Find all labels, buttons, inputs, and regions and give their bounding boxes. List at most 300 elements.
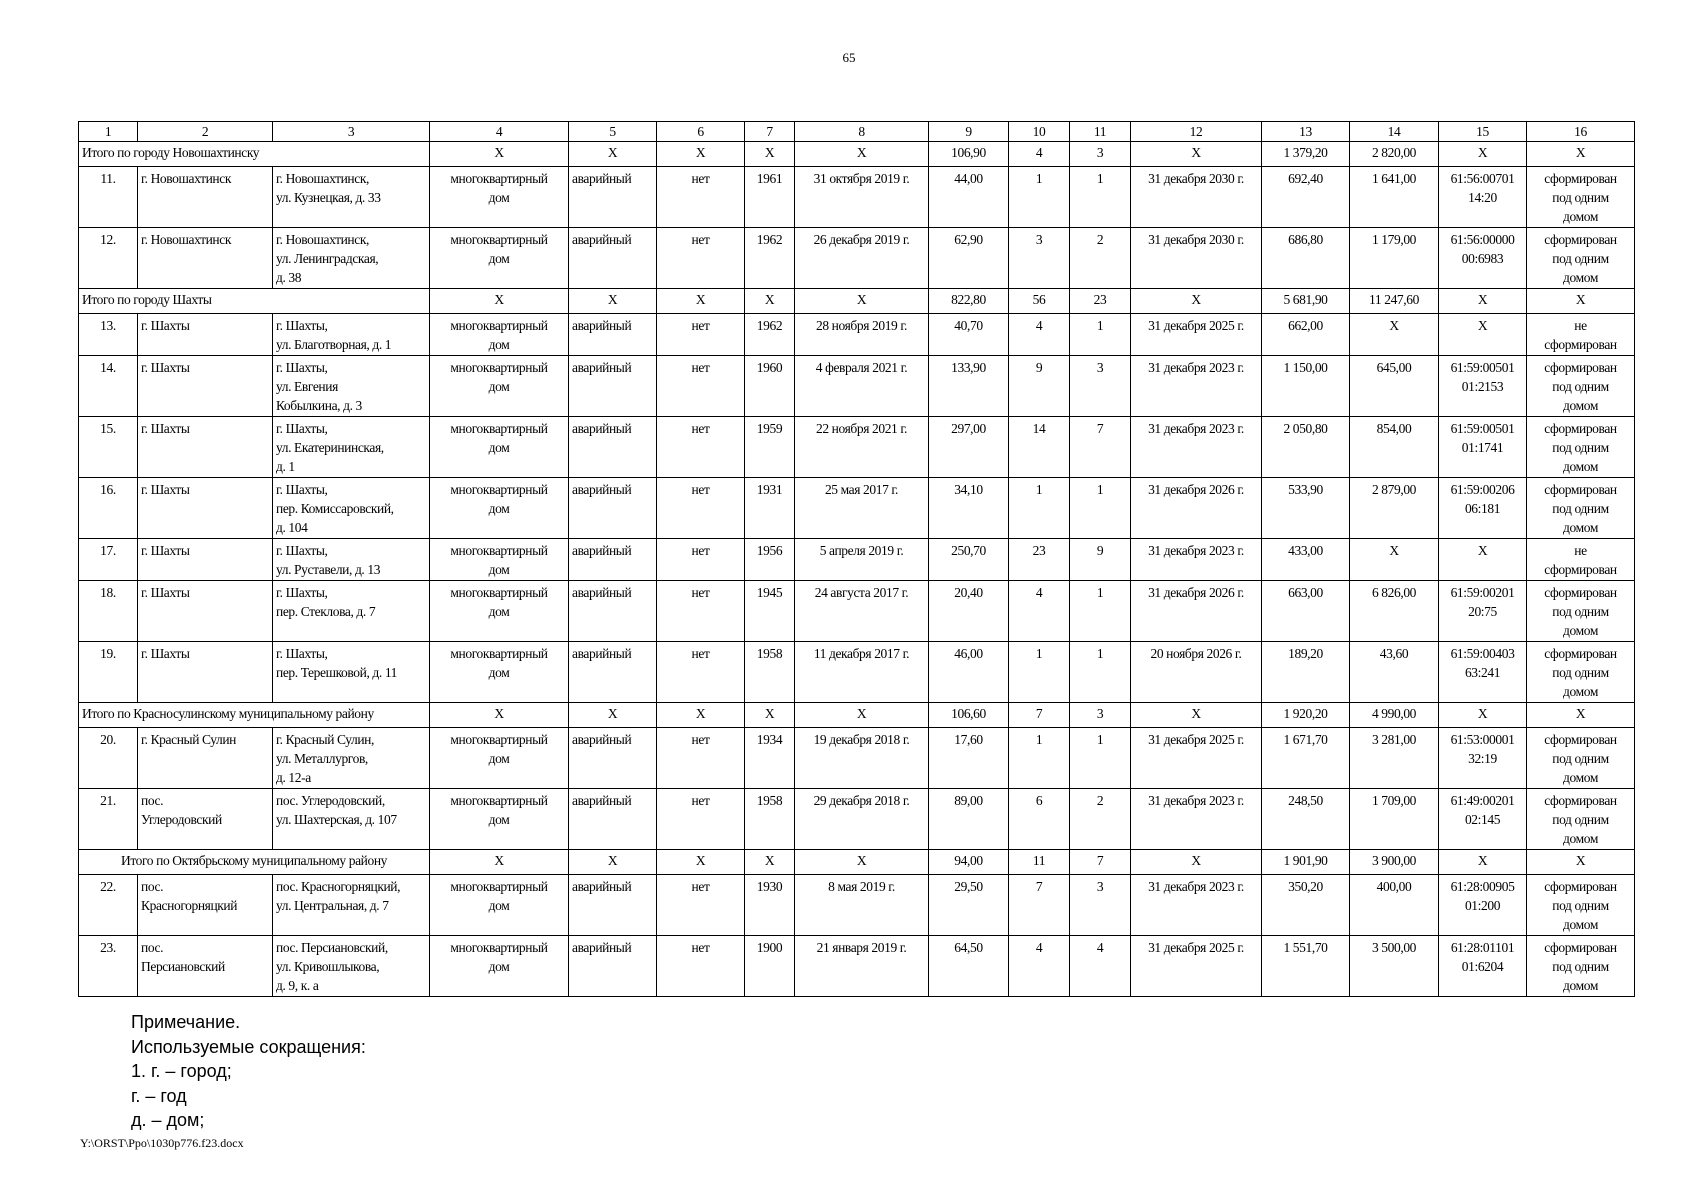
table-cell: 31 декабря 2030 г. (1131, 167, 1262, 228)
table-cell: 61:59:00501 01:1741 (1439, 417, 1527, 478)
table-cell: многоквартирный дом (430, 728, 569, 789)
table-cell: 5 апреля 2019 г. (795, 539, 929, 581)
table-cell: X (795, 142, 929, 167)
table-cell: 6 826,00 (1350, 581, 1439, 642)
table-cell: 106,60 (929, 703, 1009, 728)
table-cell: нет (657, 314, 745, 356)
column-number: 11 (1070, 122, 1131, 142)
table-cell: 2 879,00 (1350, 478, 1439, 539)
table-cell: 9 (1070, 539, 1131, 581)
table-cell: многоквартирный дом (430, 642, 569, 703)
table-row (79, 728, 1635, 789)
table-cell: 8 мая 2019 г. (795, 875, 929, 936)
table-cell: 61:28:01101 01:6204 (1439, 936, 1527, 997)
table-cell: X (430, 703, 569, 728)
table-cell: 40,70 (929, 314, 1009, 356)
table-cell: X (657, 289, 745, 314)
table-cell: 662,00 (1262, 314, 1350, 356)
table-cell: 34,10 (929, 478, 1009, 539)
table-cell: X (1131, 703, 1262, 728)
table-row (79, 642, 1635, 703)
table-row (79, 228, 1635, 289)
table-cell: г. Шахты, ул. Руставели, д. 13 (273, 539, 430, 581)
table-cell: 822,80 (929, 289, 1009, 314)
table-cell: 106,90 (929, 142, 1009, 167)
table-cell: 1 671,70 (1262, 728, 1350, 789)
table-cell: 64,50 (929, 936, 1009, 997)
table-cell: 61:59:00403 63:241 (1439, 642, 1527, 703)
table-cell: г. Шахты (138, 642, 273, 703)
subtotal-row (79, 703, 1635, 728)
table-cell: аварийный (569, 581, 657, 642)
table-cell: 13. (79, 314, 138, 356)
table-cell: г. Новошахтинск, ул. Ленинградская, д. 38 (273, 228, 430, 289)
table-cell: X (795, 289, 929, 314)
table-cell: 20,40 (929, 581, 1009, 642)
table-cell: сформирован под одним домом (1527, 356, 1635, 417)
notes-title: Примечание. (131, 1012, 241, 1032)
table-cell: 61:59:00201 20:75 (1439, 581, 1527, 642)
notes-item: 1. г. – город; (131, 1061, 232, 1081)
table-cell: аварийный (569, 539, 657, 581)
table-cell: 61:28:00905 01:200 (1439, 875, 1527, 936)
table-cell: X (1131, 289, 1262, 314)
table-cell: г. Шахты (138, 478, 273, 539)
column-number: 5 (569, 122, 657, 142)
table-cell: г. Шахты (138, 417, 273, 478)
table-cell: сформирован под одним домом (1527, 417, 1635, 478)
subtotal-label: Итого по городу Шахты (79, 289, 430, 314)
table-cell: 1 179,00 (1350, 228, 1439, 289)
notes-item: г. – год (131, 1085, 187, 1106)
table-cell: 62,90 (929, 228, 1009, 289)
subtotal-label: Итого по Октябрьскому муниципальному району (79, 850, 430, 875)
table-cell: 31 декабря 2023 г. (1131, 875, 1262, 936)
table-cell: многоквартирный дом (430, 581, 569, 642)
table-row (79, 356, 1635, 417)
table-cell: 663,00 (1262, 581, 1350, 642)
table-cell: X (430, 850, 569, 875)
table-cell: 25 мая 2017 г. (795, 478, 929, 539)
table-cell: X (1131, 850, 1262, 875)
table-cell: X (657, 142, 745, 167)
notes-block (131, 1010, 366, 1133)
table-cell: нет (657, 642, 745, 703)
table-cell: X (1350, 314, 1439, 356)
table-cell: 44,00 (929, 167, 1009, 228)
table-cell: 23 (1070, 289, 1131, 314)
column-number: 9 (929, 122, 1009, 142)
table-cell: аварийный (569, 789, 657, 850)
table-cell: 1945 (745, 581, 795, 642)
table-row (79, 789, 1635, 850)
table-cell: 4 (1009, 314, 1070, 356)
table-cell: 29,50 (929, 875, 1009, 936)
table-cell: 21 января 2019 г. (795, 936, 929, 997)
table-cell: X (795, 703, 929, 728)
table-cell: 1 (1070, 478, 1131, 539)
table-cell: нет (657, 875, 745, 936)
table-cell: 7 (1070, 850, 1131, 875)
column-number: 2 (138, 122, 273, 142)
table-cell: 1 379,20 (1262, 142, 1350, 167)
table-cell: 31 декабря 2023 г. (1131, 417, 1262, 478)
column-number: 7 (745, 122, 795, 142)
table-cell: пос. Персиановский, ул. Кривошлыкова, д. 9, к. а (273, 936, 430, 997)
table-row (79, 539, 1635, 581)
notes-item: д. – дом; (131, 1110, 205, 1130)
table-cell: 11 декабря 2017 г. (795, 642, 929, 703)
table-cell: 43,60 (1350, 642, 1439, 703)
table-cell: 3 (1070, 142, 1131, 167)
table-cell: 31 декабря 2025 г. (1131, 936, 1262, 997)
table-cell: 19 декабря 2018 г. (795, 728, 929, 789)
table-cell: X (1131, 142, 1262, 167)
table-cell: аварийный (569, 875, 657, 936)
table-row (79, 478, 1635, 539)
table-cell: X (1439, 142, 1527, 167)
table-cell: 22. (79, 875, 138, 936)
table-cell: 94,00 (929, 850, 1009, 875)
table-cell: 4 (1070, 936, 1131, 997)
table-cell: X (569, 703, 657, 728)
table-cell: 11 (1009, 850, 1070, 875)
table-cell: 15. (79, 417, 138, 478)
table-cell: X (1439, 539, 1527, 581)
table-cell: 2 (1070, 789, 1131, 850)
table-cell: многоквартирный дом (430, 539, 569, 581)
table-cell: сформирован под одним домом (1527, 581, 1635, 642)
table-cell: 248,50 (1262, 789, 1350, 850)
table-cell: 3 500,00 (1350, 936, 1439, 997)
table-cell: 1 920,20 (1262, 703, 1350, 728)
table-cell: X (569, 142, 657, 167)
table-cell: 133,90 (929, 356, 1009, 417)
table-cell: 1962 (745, 228, 795, 289)
table-row (79, 417, 1635, 478)
table-cell: г. Шахты (138, 539, 273, 581)
table-cell: 61:49:00201 02:145 (1439, 789, 1527, 850)
table-cell: нет (657, 728, 745, 789)
table-cell: 7 (1070, 417, 1131, 478)
table-cell: X (1439, 703, 1527, 728)
table-cell: г. Шахты (138, 581, 273, 642)
table-cell: многоквартирный дом (430, 356, 569, 417)
table-cell: 5 681,90 (1262, 289, 1350, 314)
table-cell: многоквартирный дом (430, 314, 569, 356)
table-cell: нет (657, 228, 745, 289)
table-cell: 23 (1009, 539, 1070, 581)
table-cell: пос. Красногорняцкий, ул. Центральная, д. 7 (273, 875, 430, 936)
table-cell: 1 (1070, 167, 1131, 228)
table-cell: г. Шахты, ул. Екатерининская, д. 1 (273, 417, 430, 478)
table-cell: 1 (1070, 728, 1131, 789)
table-cell: 1960 (745, 356, 795, 417)
table-cell: 1 641,00 (1350, 167, 1439, 228)
table-cell: нет (657, 789, 745, 850)
column-number: 12 (1131, 122, 1262, 142)
table-cell: сформирован под одним домом (1527, 936, 1635, 997)
table-cell: 46,00 (929, 642, 1009, 703)
table-cell: 18. (79, 581, 138, 642)
table-cell: 31 декабря 2023 г. (1131, 539, 1262, 581)
table-cell: 2 050,80 (1262, 417, 1350, 478)
table-cell: 31 декабря 2023 г. (1131, 356, 1262, 417)
table-cell: 645,00 (1350, 356, 1439, 417)
table-cell: 4 (1009, 142, 1070, 167)
table-cell: 250,70 (929, 539, 1009, 581)
table-row (79, 581, 1635, 642)
table-cell: 31 декабря 2025 г. (1131, 728, 1262, 789)
table-cell: г. Новошахтинск, ул. Кузнецкая, д. 33 (273, 167, 430, 228)
table-cell: г. Шахты, ул. Благотворная, д. 1 (273, 314, 430, 356)
table-cell: г. Красный Сулин (138, 728, 273, 789)
table-cell: 297,00 (929, 417, 1009, 478)
column-number: 6 (657, 122, 745, 142)
table-cell: нет (657, 167, 745, 228)
table-cell: 61:59:00206 06:181 (1439, 478, 1527, 539)
column-number: 13 (1262, 122, 1350, 142)
table-cell: 4 990,00 (1350, 703, 1439, 728)
table-cell: пос. Красногорняцкий (138, 875, 273, 936)
table-cell: X (1527, 289, 1635, 314)
table-cell: 533,90 (1262, 478, 1350, 539)
table-cell: 9 (1009, 356, 1070, 417)
table-cell: нет (657, 478, 745, 539)
table-cell: нет (657, 581, 745, 642)
column-number: 15 (1439, 122, 1527, 142)
table-cell: г. Шахты (138, 314, 273, 356)
table-cell: 56 (1009, 289, 1070, 314)
table-cell: 11. (79, 167, 138, 228)
table-cell: сформирован под одним домом (1527, 167, 1635, 228)
table-cell: 17. (79, 539, 138, 581)
table-row (79, 314, 1635, 356)
table-cell: нет (657, 417, 745, 478)
table-cell: 3 (1070, 875, 1131, 936)
table-cell: аварийный (569, 417, 657, 478)
table-cell: X (745, 289, 795, 314)
table-cell: пос. Персиановский (138, 936, 273, 997)
table-cell: аварийный (569, 478, 657, 539)
table-cell: сформирован под одним домом (1527, 789, 1635, 850)
table-cell: аварийный (569, 167, 657, 228)
column-number: 4 (430, 122, 569, 142)
table-cell: аварийный (569, 314, 657, 356)
table-cell: 1 (1009, 642, 1070, 703)
table-cell: аварийный (569, 228, 657, 289)
table-cell: г. Шахты, ул. Евгения Кобылкина, д. 3 (273, 356, 430, 417)
table-cell: X (569, 850, 657, 875)
table-cell: 12. (79, 228, 138, 289)
table-cell: аварийный (569, 642, 657, 703)
table-cell: X (1527, 703, 1635, 728)
table-cell: 29 декабря 2018 г. (795, 789, 929, 850)
table-cell: 1 (1009, 728, 1070, 789)
page-number: 65 (842, 50, 856, 65)
subtotal-row (79, 850, 1635, 875)
table-cell: 1 150,00 (1262, 356, 1350, 417)
housing-register-table (78, 121, 1635, 997)
table-cell: 7 (1009, 703, 1070, 728)
table-cell: 1956 (745, 539, 795, 581)
table-cell: 20 ноября 2026 г. (1131, 642, 1262, 703)
column-number: 10 (1009, 122, 1070, 142)
table-cell: X (1350, 539, 1439, 581)
table-cell: 1931 (745, 478, 795, 539)
table-cell: 3 900,00 (1350, 850, 1439, 875)
table-cell: аварийный (569, 356, 657, 417)
table-cell: 1 (1009, 478, 1070, 539)
table-cell: X (745, 142, 795, 167)
table-cell: нет (657, 539, 745, 581)
column-number: 16 (1527, 122, 1635, 142)
table-cell: многоквартирный дом (430, 936, 569, 997)
table-cell: 21. (79, 789, 138, 850)
table-cell: аварийный (569, 936, 657, 997)
table-cell: 1 (1070, 581, 1131, 642)
table-cell: 692,40 (1262, 167, 1350, 228)
table-cell: не сформирован (1527, 314, 1635, 356)
table-cell: 17,60 (929, 728, 1009, 789)
table-cell: 3 281,00 (1350, 728, 1439, 789)
table-cell: пос. Углеродовский (138, 789, 273, 850)
table-cell: 31 декабря 2030 г. (1131, 228, 1262, 289)
table-cell: пос. Углеродовский, ул. Шахтерская, д. 107 (273, 789, 430, 850)
table-cell: X (745, 850, 795, 875)
column-number: 3 (273, 122, 430, 142)
table-cell: 22 ноября 2021 г. (795, 417, 929, 478)
table-cell: 1 901,90 (1262, 850, 1350, 875)
column-number: 8 (795, 122, 929, 142)
table-cell: 1 709,00 (1350, 789, 1439, 850)
table-cell: многоквартирный дом (430, 875, 569, 936)
table-cell: г. Шахты (138, 356, 273, 417)
table-cell: 3 (1009, 228, 1070, 289)
table-cell: многоквартирный дом (430, 417, 569, 478)
subtotal-row (79, 289, 1635, 314)
table-cell: г. Шахты, пер. Комиссаровский, д. 104 (273, 478, 430, 539)
table-cell: 1 551,70 (1262, 936, 1350, 997)
table-cell: г. Новошахтинск (138, 228, 273, 289)
table-cell: 31 декабря 2026 г. (1131, 478, 1262, 539)
notes-subtitle: Используемые сокращения: (131, 1036, 366, 1057)
table-cell: 26 декабря 2019 г. (795, 228, 929, 289)
table-cell: 189,20 (1262, 642, 1350, 703)
table-cell: X (1527, 142, 1635, 167)
table-cell: 1958 (745, 789, 795, 850)
table-cell: 1934 (745, 728, 795, 789)
table-cell: 1 (1070, 314, 1131, 356)
table-cell: X (1527, 850, 1635, 875)
table-cell: 4 (1009, 581, 1070, 642)
table-cell: многоквартирный дом (430, 228, 569, 289)
table-cell: сформирован под одним домом (1527, 228, 1635, 289)
table-cell: 1958 (745, 642, 795, 703)
table-cell: 20. (79, 728, 138, 789)
table-cell: многоквартирный дом (430, 167, 569, 228)
table-cell: 400,00 (1350, 875, 1439, 936)
table-cell: 350,20 (1262, 875, 1350, 936)
table-cell: X (430, 142, 569, 167)
table-cell: X (1439, 289, 1527, 314)
subtotal-label: Итого по Красносулинскому муниципальному району (79, 703, 430, 728)
table-cell: X (657, 850, 745, 875)
table-cell: X (745, 703, 795, 728)
table-cell: 2 820,00 (1350, 142, 1439, 167)
table-cell: 24 августа 2017 г. (795, 581, 929, 642)
table-cell: не сформирован (1527, 539, 1635, 581)
table-cell: нет (657, 356, 745, 417)
table-cell: г. Красный Сулин, ул. Металлургов, д. 12-а (273, 728, 430, 789)
table-cell: 61:56:00701 14:20 (1439, 167, 1527, 228)
table-cell: г. Шахты, пер. Стеклова, д. 7 (273, 581, 430, 642)
table-cell: 433,00 (1262, 539, 1350, 581)
table-cell: 11 247,60 (1350, 289, 1439, 314)
table-cell: 3 (1070, 703, 1131, 728)
table-cell: 1 (1070, 642, 1131, 703)
table-cell: 31 декабря 2026 г. (1131, 581, 1262, 642)
table-cell: 31 декабря 2023 г. (1131, 789, 1262, 850)
table-cell: г. Шахты, пер. Терешковой, д. 11 (273, 642, 430, 703)
table-cell: 61:56:00000 00:6983 (1439, 228, 1527, 289)
table-cell: X (430, 289, 569, 314)
table-cell: 6 (1009, 789, 1070, 850)
table-cell: 28 ноября 2019 г. (795, 314, 929, 356)
subtotal-label: Итого по городу Новошахтинску (79, 142, 430, 167)
table-cell: X (657, 703, 745, 728)
table-cell: 31 октября 2019 г. (795, 167, 929, 228)
table-cell: 3 (1070, 356, 1131, 417)
table-cell: 4 февраля 2021 г. (795, 356, 929, 417)
table-cell: 19. (79, 642, 138, 703)
table-cell: 89,00 (929, 789, 1009, 850)
table-cell: сформирован под одним домом (1527, 875, 1635, 936)
table-cell: 14. (79, 356, 138, 417)
table-cell: 23. (79, 936, 138, 997)
table-cell: сформирован под одним домом (1527, 478, 1635, 539)
table-cell: 7 (1009, 875, 1070, 936)
column-number-row (79, 122, 1635, 142)
table-cell: многоквартирный дом (430, 478, 569, 539)
table-cell: 61:59:00501 01:2153 (1439, 356, 1527, 417)
table-cell: сформирован под одним домом (1527, 642, 1635, 703)
table-cell: сформирован под одним домом (1527, 728, 1635, 789)
table-cell: X (1439, 850, 1527, 875)
table-body (79, 122, 1635, 997)
subtotal-row (79, 142, 1635, 167)
table-row (79, 167, 1635, 228)
table-cell: 31 декабря 2025 г. (1131, 314, 1262, 356)
column-number: 14 (1350, 122, 1439, 142)
table-cell: 1900 (745, 936, 795, 997)
table-cell: 4 (1009, 936, 1070, 997)
table-cell: 1 (1009, 167, 1070, 228)
table-cell: 1930 (745, 875, 795, 936)
table-cell: X (569, 289, 657, 314)
table-cell: 16. (79, 478, 138, 539)
table-row (79, 875, 1635, 936)
table-cell: X (795, 850, 929, 875)
table-cell: 2 (1070, 228, 1131, 289)
table-row (79, 936, 1635, 997)
table-cell: X (1439, 314, 1527, 356)
table-cell: 1962 (745, 314, 795, 356)
table-cell: нет (657, 936, 745, 997)
table-cell: 14 (1009, 417, 1070, 478)
table-cell: аварийный (569, 728, 657, 789)
table-cell: 686,80 (1262, 228, 1350, 289)
